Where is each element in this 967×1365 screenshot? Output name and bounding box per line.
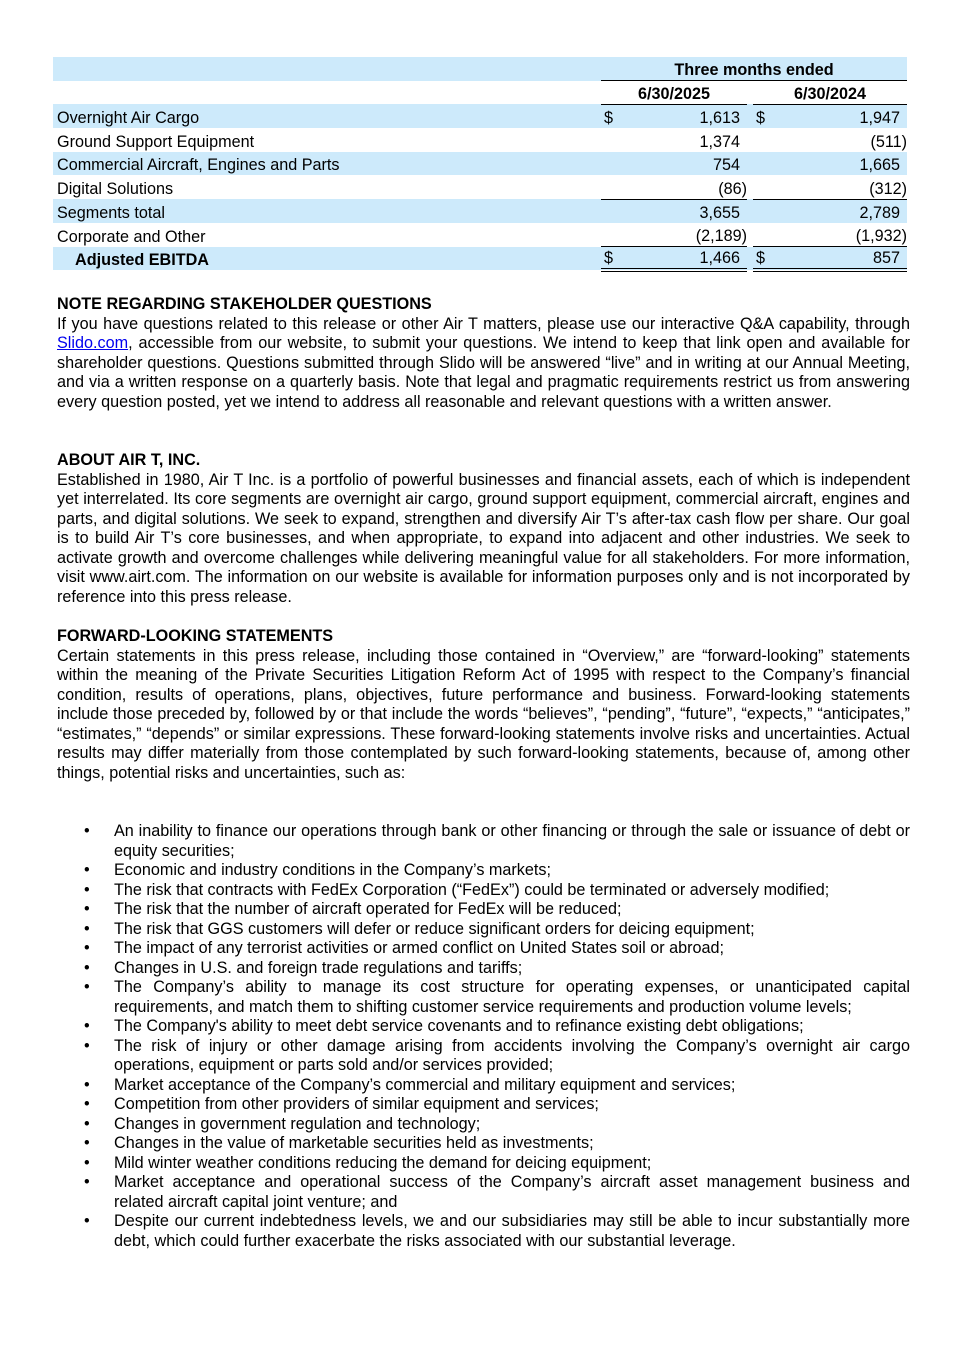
section-body: Established in 1980, Air T Inc. is a portfolio of powerful businesses and financial assets, each of which is independent yet interrelated. Its core segments are overnight air cargo, ground support equipment, commercial aircraft, engines and parts, and digital solutions. We seek to expand, strengthen and diversify Air T’s after-tax cash flow per share. Our goal is to build Air T’s core businesses, and when appropriate, to expand into adjacent and other industries. We seek to activate growth and overcome challenges while delivering meaningful value for all stakeholders. For more information, visit www.airt.com. The information on our website is available for information purposes only and is not incorporated by reference into this press release. xyxy=(57,470,910,606)
row-label: Ground Support Equipment xyxy=(57,132,255,151)
about-section xyxy=(57,451,910,607)
currency-symbol: $ xyxy=(753,247,775,271)
bullet-icon: • xyxy=(84,919,90,938)
table-row-total xyxy=(53,247,907,271)
bullet-icon: • xyxy=(84,1036,90,1055)
list-item: • Competition from other providers of similar equipment and services; xyxy=(84,1095,599,1113)
list-item: • Market acceptance of the Company’s commercial and military equipment and services; xyxy=(84,1075,736,1094)
list-item: • Changes in U.S. and foreign trade regulations and tariffs; xyxy=(84,958,523,977)
bullet-icon: • xyxy=(84,900,90,918)
row-label: Commercial Aircraft, Engines and Parts xyxy=(53,152,601,176)
section-body: If you have questions related to this release or other Air T matters, please use our interactive Q&A capability, through Slido.com, accessible from our website, to submit your questions. We intend to keep that link open and available for shareholder questions. Questions submitted through Slido will be answered “live” and in writing at our Annual Meeting, and via a written response on a quarterly basis. Note that legal and pragmatic requirements restrict us from answering every question posted, yet we intend to address all reasonable and relevant questions with a written answer. xyxy=(57,314,910,411)
slido-link[interactable]: Slido.com xyxy=(57,334,129,352)
bullet-icon: • xyxy=(84,939,90,957)
value-2025: 1,466 xyxy=(623,247,747,271)
bullet-icon: • xyxy=(84,978,90,996)
bullet-icon: • xyxy=(84,1153,90,1172)
column-header-2025: 6/30/2025 xyxy=(601,81,747,105)
bullet-icon: • xyxy=(84,1075,90,1094)
list-item: • An inability to finance our operations through bank or other financing or through the sale or issuance of debt or equity securities; xyxy=(84,822,910,860)
currency-symbol: $ xyxy=(753,104,775,128)
list-item: • The risk that contracts with FedEx Corporation (“FedEx”) could be terminated or adversely modified; xyxy=(84,880,830,899)
value-2024: (312) xyxy=(869,179,908,198)
list-item: • The Company's ability to meet debt service covenants and to refinance existing debt obligations; xyxy=(84,1017,804,1035)
table-row-subtotal xyxy=(53,199,907,223)
bullet-icon: • xyxy=(84,1134,90,1152)
list-item: • The risk that the number of aircraft operated for FedEx will be reduced; xyxy=(84,900,622,918)
section-heading: ABOUT AIR T, INC. xyxy=(57,451,201,469)
currency-symbol: $ xyxy=(601,104,623,128)
list-item: • Mild winter weather conditions reducing the demand for deicing equipment; xyxy=(84,1153,652,1172)
bullet-icon: • xyxy=(84,1173,90,1191)
value-2024: 2,789 xyxy=(775,199,907,223)
risk-list xyxy=(84,822,910,1251)
value-2025: (86) xyxy=(718,179,747,198)
value-2025: 1,613 xyxy=(623,104,747,128)
currency-symbol: $ xyxy=(601,247,623,271)
value-2024: (511) xyxy=(870,132,908,151)
table-row xyxy=(53,175,907,199)
adjusted-ebitda-table xyxy=(53,57,907,272)
table-row xyxy=(53,128,907,152)
header-empty-cell xyxy=(53,57,601,81)
bullet-icon: • xyxy=(84,880,90,899)
row-label: Segments total xyxy=(53,199,601,223)
value-2024: 857 xyxy=(775,247,907,271)
bullet-icon: • xyxy=(84,1017,90,1035)
list-item: • Despite our current indebtedness levels, we and our subsidiaries may still be able to incur substantially more debt, which could further exacerbate the risks associated with our substantial leverage. xyxy=(84,1212,910,1250)
header-empty-cell xyxy=(53,81,601,105)
table-header-group-row xyxy=(53,57,907,81)
value-2025: 754 xyxy=(623,152,747,176)
bullet-icon: • xyxy=(84,822,90,840)
row-label: Adjusted EBITDA xyxy=(53,247,601,271)
forward-looking-section xyxy=(57,627,910,783)
row-label: Overnight Air Cargo xyxy=(53,104,601,128)
bullet-icon: • xyxy=(84,1114,90,1133)
list-item: • The risk that GGS customers will defer or reduce significant orders for deicing equipment; xyxy=(84,919,755,938)
column-group-header: Three months ended xyxy=(601,57,907,81)
stakeholder-questions-section xyxy=(57,295,910,412)
value-2025: 1,374 xyxy=(699,132,740,151)
list-item: • Changes in government regulation and technology; xyxy=(84,1114,481,1133)
list-item: • Market acceptance and operational success of the Company’s aircraft asset management business and related aircraft capital joint venture; and xyxy=(84,1173,910,1211)
table-row xyxy=(53,152,907,176)
list-item: • The Company’s ability to manage its cost structure for operating expenses, or unanticipated capital requirements, and match them to shifting customer service requirements and production volume levels; xyxy=(84,978,910,1016)
row-label: Corporate and Other xyxy=(57,227,206,246)
section-body: Certain statements in this press release, including those contained in “Overview,” are “forward-looking” statements within the meaning of the Private Securities Litigation Reform Act of 1995 with respect to the Company’s financial condition, results of operations, plans, objectives, future performance and business. Forward-looking statements include those preceded by, followed by or that include the words “believes”, “pending”, “future”, “expects,” “anticipates,” “estimates,” “depends” or similar expressions. These forward-looking statements involve risks and uncertainties. Actual results may differ materially from those contemplated by such forward-looking statements, because of, among other things, potential risks and uncertainties, such as: xyxy=(57,646,910,782)
bullet-icon: • xyxy=(84,1095,90,1113)
list-item: • The impact of any terrorist activities or armed conflict on United States soil or abroad; xyxy=(84,939,724,957)
value-2025: 3,655 xyxy=(623,199,747,223)
section-heading: NOTE REGARDING STAKEHOLDER QUESTIONS xyxy=(57,295,432,313)
table-header-date-row xyxy=(53,81,907,105)
table-row xyxy=(53,104,907,128)
value-2024: (1,932) xyxy=(855,227,908,245)
row-label: Digital Solutions xyxy=(57,180,174,199)
bullet-icon: • xyxy=(84,958,90,977)
column-header-2024: 6/30/2024 xyxy=(753,81,907,105)
list-item: • Changes in the value of marketable securities held as investments; xyxy=(84,1134,594,1152)
value-2025: (2,189) xyxy=(695,227,747,245)
bullet-icon: • xyxy=(84,861,90,879)
list-item: • The risk of injury or other damage arising from accidents involving the Company’s overnight air cargo operations, equipment or parts sold and/or services provided; xyxy=(84,1036,910,1074)
value-2024: 1,947 xyxy=(775,104,907,128)
section-heading: FORWARD-LOOKING STATEMENTS xyxy=(57,627,334,645)
table-row xyxy=(53,223,907,247)
bullet-icon: • xyxy=(84,1212,90,1230)
list-item: • Economic and industry conditions in the Company’s markets; xyxy=(84,861,551,879)
value-2024: 1,665 xyxy=(775,152,907,176)
